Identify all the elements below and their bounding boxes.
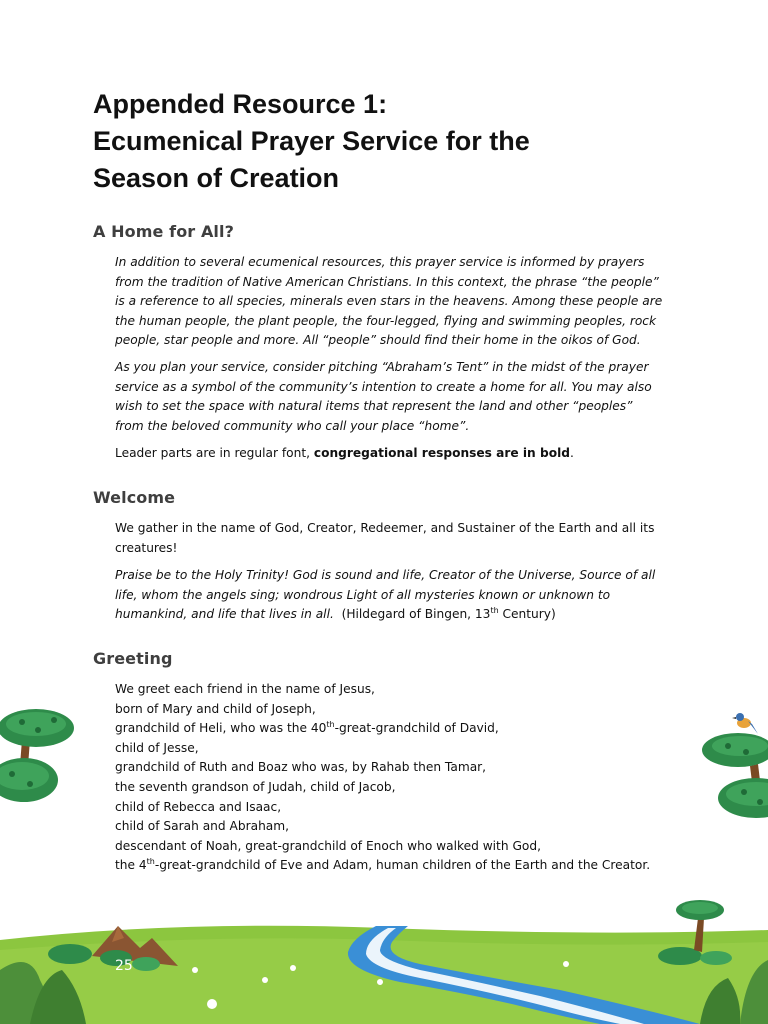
right-trees-illustration bbox=[698, 706, 768, 820]
text-line: creatures! bbox=[115, 540, 178, 555]
line-superscript: th bbox=[326, 720, 335, 730]
page-title-line-1: Appended Resource 1: bbox=[93, 89, 388, 119]
left-trees-illustration bbox=[0, 700, 80, 810]
note-bold-text: congregational responses are in bold bbox=[313, 446, 570, 460]
page-number: 25 bbox=[115, 958, 133, 974]
text-line bbox=[115, 605, 675, 625]
bush bbox=[48, 944, 92, 964]
text-line: is a reference to all species, minerals even stars in the heavens. Among these people are bbox=[115, 294, 663, 309]
note-regular-text: Leader parts are in regular font, bbox=[115, 446, 314, 460]
text-line: wish to set the space with natural items that represent the land and other “peoples” bbox=[115, 399, 633, 414]
text-line: In addition to several ecumenical resources, this prayer service is informed by prayers bbox=[115, 255, 645, 269]
bush bbox=[132, 957, 160, 971]
line-text-end: -great-grandchild of Eve and Adam, human children of the Earth and the Creator. bbox=[154, 858, 651, 873]
line-superscript: th bbox=[146, 857, 155, 867]
bush bbox=[700, 951, 732, 965]
attribution-text: (Hildegard of Bingen, 13 bbox=[341, 607, 491, 622]
section-heading-welcome: Welcome bbox=[93, 488, 176, 507]
text-line: child of Jesse, bbox=[115, 740, 199, 755]
text-line: service as a symbol of the community’s intention to create a home for all. You may also bbox=[115, 379, 652, 394]
bird-icon bbox=[732, 713, 758, 734]
page-title-line-2: Ecumenical Prayer Service for the bbox=[93, 126, 530, 156]
line-text: the 4 bbox=[115, 858, 147, 873]
text-line: We gather in the name of God, Creator, Redeemer, and Sustainer of the Earth and all its bbox=[115, 521, 655, 535]
text-line: from the tradition of Native American Christians. In this context, the phrase “the people” bbox=[115, 274, 659, 289]
hildegard-quote bbox=[115, 566, 675, 625]
home-tent-paragraph bbox=[115, 358, 675, 436]
text-line: people, star people and more. All “people” should find their home in the oikos of God. bbox=[115, 333, 641, 348]
note-end: . bbox=[569, 446, 574, 460]
landscape-illustration bbox=[0, 890, 768, 1024]
text-line: child of Sarah and Abraham, bbox=[115, 819, 290, 834]
text-line: from the beloved community who call your place “home”. bbox=[115, 418, 470, 433]
text-line: Praise be to the Holy Trinity! God is sound and life, Creator of the Universe, Source of all bbox=[115, 568, 656, 582]
text-line: As you plan your service, consider pitching “Abraham’s Tent” in the midst of the prayer bbox=[115, 360, 649, 374]
section-heading-greeting: Greeting bbox=[93, 649, 173, 668]
quote-attribution bbox=[342, 607, 556, 621]
leader-parts-note bbox=[115, 444, 675, 464]
page-title bbox=[93, 86, 530, 197]
line-text-end: -great-grandchild of David, bbox=[334, 721, 499, 736]
text-line bbox=[115, 719, 675, 739]
text-line bbox=[115, 856, 675, 876]
text-line: grandchild of Ruth and Boaz who was, by Rahab then Tamar, bbox=[115, 760, 487, 775]
home-intro-paragraph bbox=[115, 253, 675, 351]
text-line: We greet each friend in the name of Jesus, bbox=[115, 682, 375, 696]
text-line: born of Mary and child of Joseph, bbox=[115, 701, 316, 716]
line-text: grandchild of Heli, who was the 40 bbox=[115, 721, 327, 736]
text-line: life, whom the angels sing; wondrous Light of all mysteries known or unknown to bbox=[115, 587, 611, 602]
text-line: descendant of Noah, great-grandchild of Enoch who walked with God, bbox=[115, 838, 541, 853]
welcome-paragraph bbox=[115, 519, 675, 558]
text-line: child of Rebecca and Isaac, bbox=[115, 799, 282, 814]
greeting-litany bbox=[115, 680, 675, 876]
page-title-line-3: Season of Creation bbox=[93, 163, 340, 193]
attribution-superscript: th bbox=[490, 606, 499, 616]
section-heading-home: A Home for All? bbox=[93, 222, 234, 241]
text-line: the seventh grandson of Judah, child of Jacob, bbox=[115, 779, 396, 794]
quote-end-text: humankind, and life that lives in all. bbox=[115, 607, 334, 622]
attribution-text-end: Century) bbox=[498, 607, 556, 622]
text-line: the human people, the plant people, the four-legged, flying and swimming peoples, rock bbox=[115, 313, 657, 328]
